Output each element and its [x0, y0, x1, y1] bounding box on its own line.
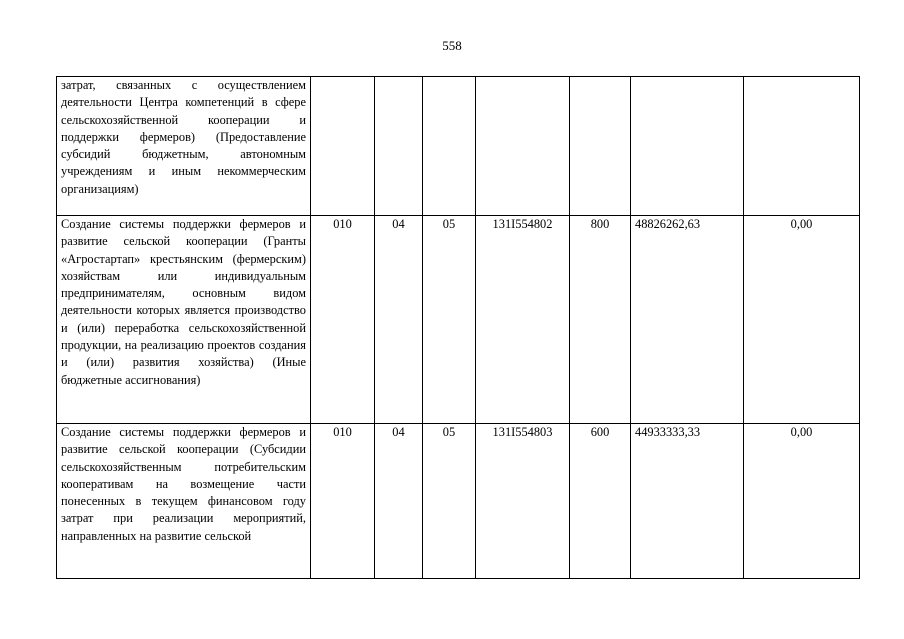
- row-description: Создание системы поддержки фермеров и развитие сельской кооперации (Гранты «Агростартап» крестьянским (фермерским) хозяйствам или индивидуальным предпринимателям, основным видом деятельности которых является производство и (или) переработка сельскохозяйственной продукции, на реализацию проектов создания и (или) развития хозяйства) (Иные бюджетные ассигнования): [57, 216, 311, 424]
- table-row: [57, 216, 860, 424]
- amount-second: [744, 77, 860, 216]
- ministry-code: 010: [311, 216, 375, 424]
- ministry-code: 010: [311, 424, 375, 579]
- section-code: [375, 77, 423, 216]
- amount-first: [631, 77, 744, 216]
- expense-type-code: 600: [570, 424, 631, 579]
- table-row: [57, 424, 860, 579]
- expense-type-code: [570, 77, 631, 216]
- row-description: затрат, связанных с осуществлением деятельности Центра компетенций в сфере сельскохозяйственной кооперации и поддержки фермеров) (Предоставление субсидий бюджетным, автономным учреждениям и иным некоммерческим организациям): [57, 77, 311, 216]
- target-item-code: 131I554802: [476, 216, 570, 424]
- target-item-code: 131I554803: [476, 424, 570, 579]
- section-code: 04: [375, 424, 423, 579]
- section-code: 04: [375, 216, 423, 424]
- amount-first: 44933333,33: [631, 424, 744, 579]
- ministry-code: [311, 77, 375, 216]
- row-description: Создание системы поддержки фермеров и развитие сельской кооперации (Субсидии сельскохозяйственным потребительским кооперативам на возмещение части понесенных в текущем финансовом году затрат при реализации мероприятий, направленных на развитие сельской: [57, 424, 311, 579]
- amount-first: 48826262,63: [631, 216, 744, 424]
- subsection-code: 05: [423, 216, 476, 424]
- subsection-code: 05: [423, 424, 476, 579]
- target-item-code: [476, 77, 570, 216]
- budget-table: [56, 76, 860, 579]
- amount-second: 0,00: [744, 216, 860, 424]
- page-number: 558: [442, 38, 462, 53]
- table-row: [57, 77, 860, 216]
- amount-second: 0,00: [744, 424, 860, 579]
- expense-type-code: 800: [570, 216, 631, 424]
- subsection-code: [423, 77, 476, 216]
